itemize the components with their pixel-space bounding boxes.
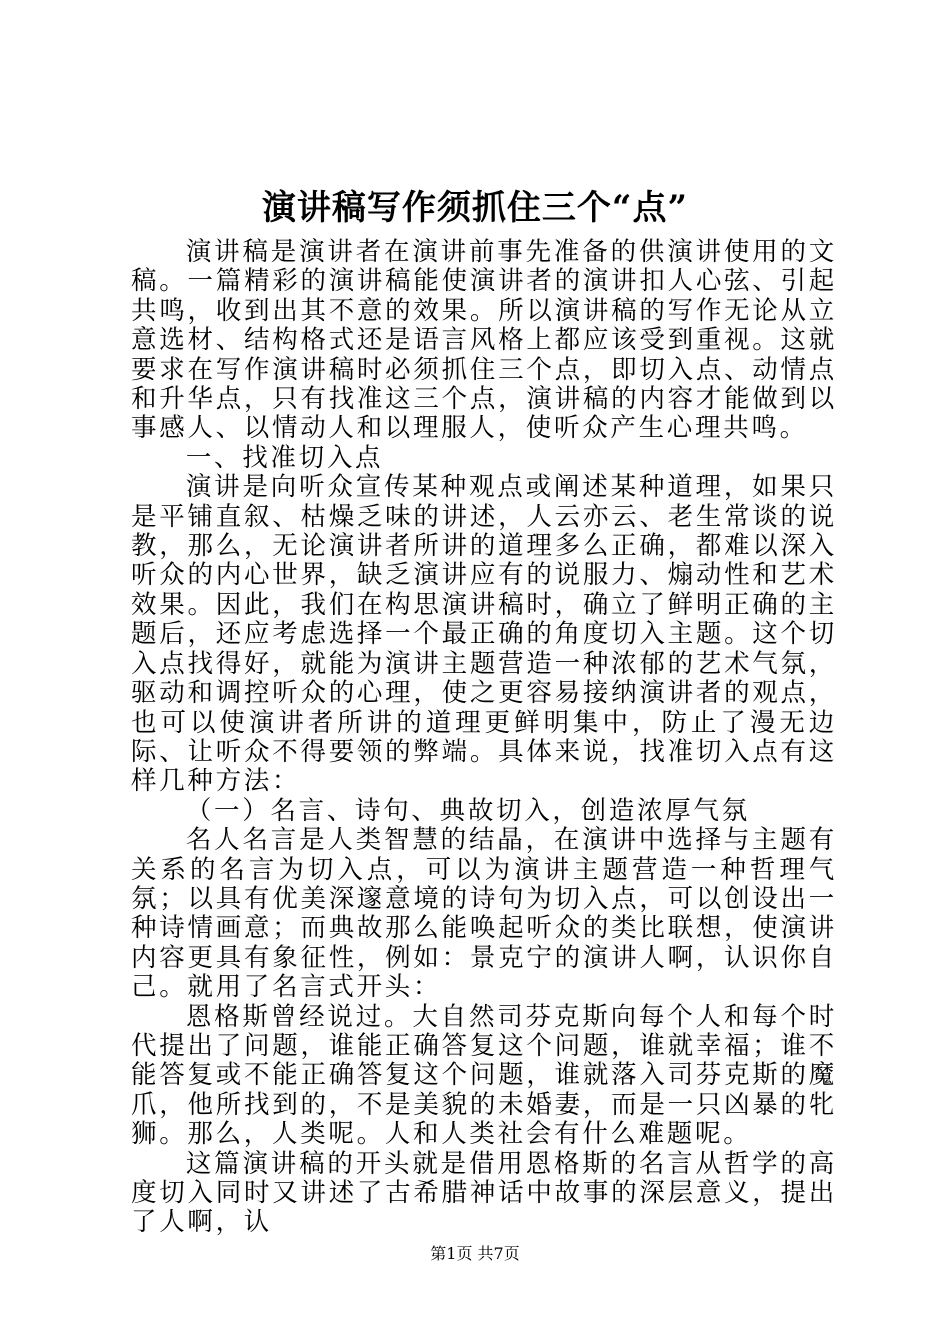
paragraph: 名人名言是人类智慧的结晶，在演讲中选择与主题有关系的名言为切入点，可以为演讲主题营造一种哲理气氛；以具有优美深邃意境的诗句为切入点，可以创设出一种诗情画意；而典故那么能唤起听众的类比联想，使演讲内容更具有象征性，例如：景克宁的演讲人啊，认识你自己。就用了名言式开头： bbox=[131, 825, 837, 1003]
paragraph-intro: 演讲稿是演讲者在演讲前事先准备的供演讲使用的文稿。一篇精彩的演讲稿能使演讲者的演讲扣人心弦、引起共鸣，收到出其不意的效果。所以演讲稿的写作无论从立意选材、结构格式还是语言风格上都应该受到重视。这就要求在写作演讲稿时必须抓住三个点，即切入点、动情点和升华点，只有找准这三个点，演讲稿的内容才能做到以事感人、以情动人和以理服人，使听众产生心理共鸣。 bbox=[131, 237, 837, 444]
paragraph: 这篇演讲稿的开头就是借用恩格斯的名言从哲学的高度切入同时又讲述了古希腊神话中故事的深层意义，提出了人啊，认 bbox=[131, 1148, 837, 1238]
section-heading: 一、找准切入点 bbox=[185, 442, 384, 473]
page-number-footer: 第1页 共7页 bbox=[430, 1244, 520, 1263]
paragraph: 演讲是向听众宣传某种观点或阐述某种道理，如果只是平铺直叙、枯燥乏味的讲述，人云亦云、老生常谈的说教，那么，无论演讲者所讲的道理多么正确，都难以深入听众的内心世界，缺乏演讲应有的说服力、煽动性和艺术效果。因此，我们在构思演讲稿时，确立了鲜明正确的主题后，还应考虑选择一个最正确的角度切入主题。这个切入点找得好，就能为演讲主题营造一种浓郁的艺术气氛，驱动和调控听众的心理，使之更容易接纳演讲者的观点，也可以使演讲者所讲的道理更鲜明集中，防止了漫无边际、让听众不得要领的弊端。具体来说，找准切入点有这样几种方法： bbox=[131, 472, 837, 797]
document-title: 演讲稿写作须抓住三个“点” bbox=[261, 188, 689, 228]
document-body bbox=[131, 238, 837, 1238]
quote-paragraph: 恩格斯曾经说过。大自然司芬克斯向每个人和每个时代提出了问题，谁能正确答复这个问题，谁就幸福；谁不能答复或不能正确答复这个问题，谁就落入司芬克斯的魔爪，他所找到的，不是美貌的未婚妻，而是一只凶暴的牝狮。那么，人类呢。人和人类社会有什么难题呢。 bbox=[131, 1001, 837, 1150]
subsection-heading: （一）名言、诗句、典故切入，创造浓厚气氛 bbox=[185, 795, 750, 826]
